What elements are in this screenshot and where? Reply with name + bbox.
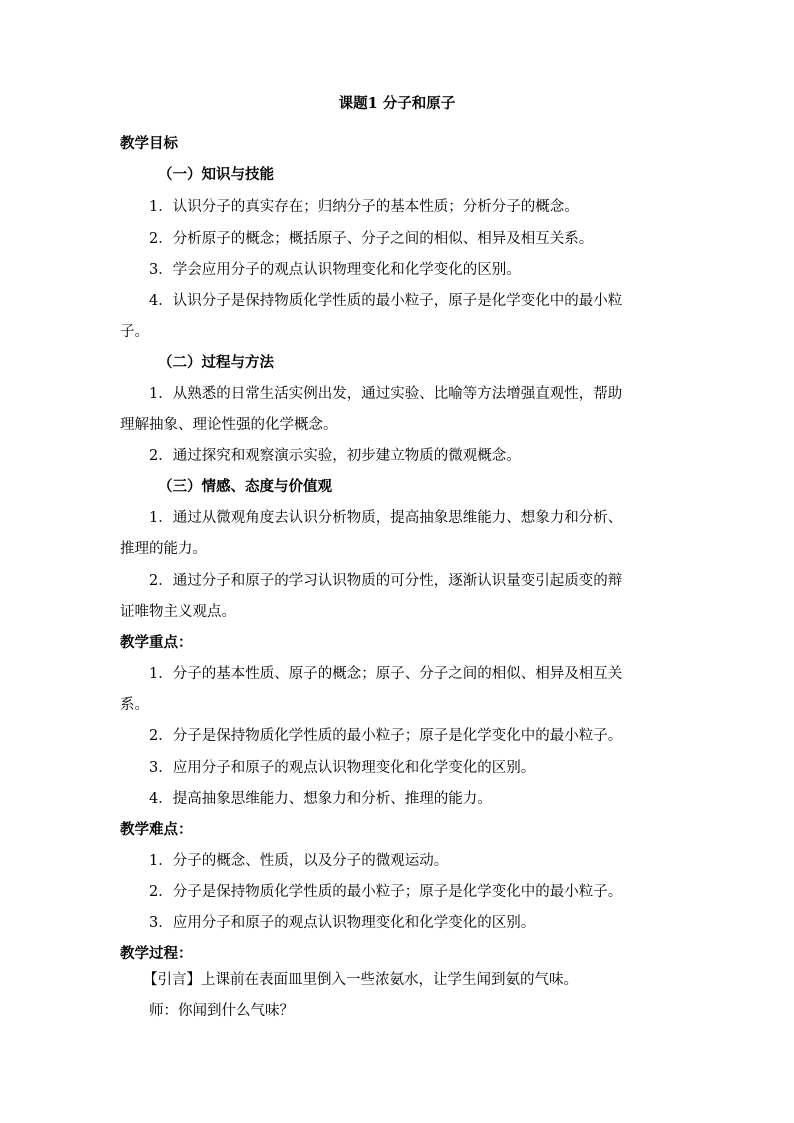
- knowledge-item-4: 4．认识分子是保持物质化学性质的最小粒子，原子是化学变化中的最小粒: [149, 293, 623, 309]
- key-point-3: 3．应用分子和原子的观点认识物理变化和化学变化的区别。: [149, 760, 536, 776]
- intro-text: 上课前在表面皿里倒入一些浓氨水，让学生闻到氨的气味。: [201, 972, 578, 988]
- objectives-heading: 教学目标: [120, 135, 178, 152]
- attitude-item-1: 1．通过从微观角度去认识分析物质，提高抽象思维能力、想象力和分析、: [149, 510, 623, 526]
- intro-tag: 【引言】: [143, 972, 201, 988]
- key-point-1-cont: 系。: [120, 697, 149, 713]
- key-point-2: 2．分子是保持物质化学性质的最小粒子；原子是化学变化中的最小粒子。: [149, 728, 623, 744]
- page-title: 课题1 分子和原子: [338, 95, 456, 112]
- knowledge-item-1: 1．认识分子的真实存在；归纳分子的基本性质；分析分子的概念。: [149, 199, 579, 215]
- difficult-points-heading: 教学难点：: [120, 821, 193, 838]
- teacher-line: 师：你闻到什么气味？: [149, 1003, 294, 1019]
- key-point-4: 4．提高抽象思维能力、想象力和分析、推理的能力。: [149, 791, 492, 807]
- process-method-item-1: 1．从熟悉的日常生活实例出发，通过实验、比喻等方法增强直观性，帮助: [149, 386, 623, 402]
- process-method-item-2: 2．通过探究和观察演示实验，初步建立物质的微观概念。: [149, 448, 521, 464]
- attitude-item-1-cont: 推理的能力。: [120, 541, 207, 557]
- attitude-item-2-cont: 证唯物主义观点。: [120, 604, 236, 620]
- knowledge-item-3: 3．学会应用分子的观点认识物理变化和化学变化的区别。: [149, 262, 521, 278]
- knowledge-item-2: 2．分析原子的概念；概括原子、分子之间的相似、相异及相互关系。: [149, 231, 594, 247]
- difficult-point-1: 1．分子的概念、性质，以及分子的微观运动。: [149, 853, 449, 869]
- key-point-1: 1．分子的基本性质、原子的概念；原子、分子之间的相似、相异及相互关: [149, 666, 623, 682]
- process-method-item-1-cont: 理解抽象、理论性强的化学概念。: [120, 417, 338, 433]
- key-points-heading: 教学重点：: [120, 634, 193, 651]
- knowledge-heading: （一）知识与技能: [158, 166, 274, 183]
- difficult-point-2: 2．分子是保持物质化学性质的最小粒子；原子是化学变化中的最小粒子。: [149, 884, 623, 900]
- teaching-process-heading: 教学过程：: [120, 945, 193, 962]
- attitude-heading: （三）情感、态度与价值观: [158, 478, 332, 495]
- knowledge-item-4-cont: 子。: [120, 324, 149, 340]
- process-method-heading: （二）过程与方法: [158, 354, 274, 371]
- attitude-item-2: 2．通过分子和原子的学习认识物质的可分性，逐渐认识量变引起质变的辩: [149, 573, 623, 589]
- difficult-point-3: 3．应用分子和原子的观点认识物理变化和化学变化的区别。: [149, 915, 536, 931]
- intro-line: [143, 970, 578, 990]
